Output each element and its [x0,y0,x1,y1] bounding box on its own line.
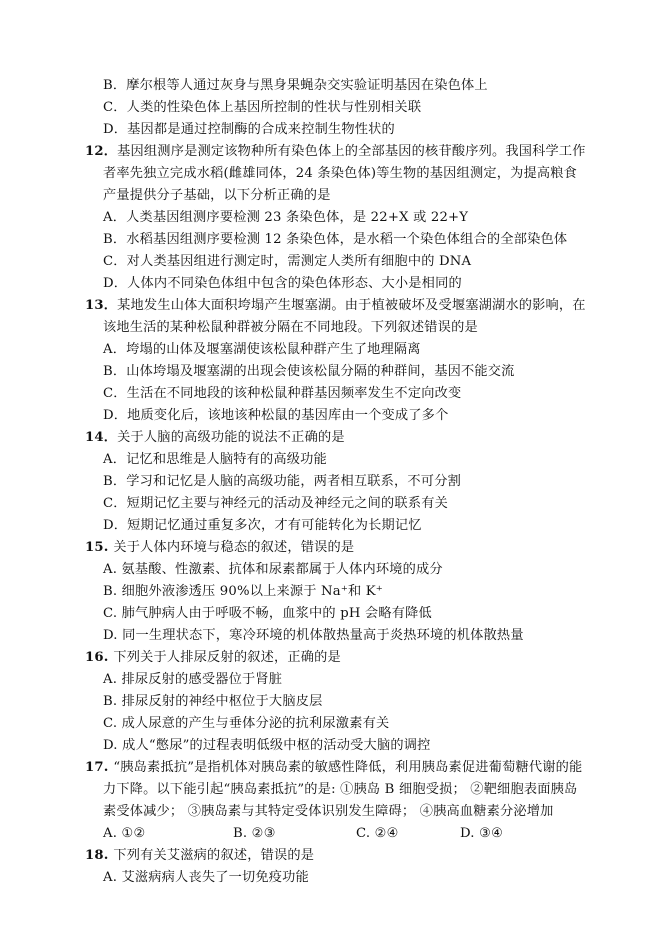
q16-number: 16. [85,650,114,665]
q15-option-a: A. 氨基酸、性激素、抗体和尿素都属于人体内环境的成分 [103,562,443,577]
q17-option-b: B. ②③ [233,826,276,841]
q13-option-c: C．生活在不同地段的该种松鼠种群基因频率发生不定向改变 [103,386,462,401]
q11-option-d: D．基因都是通过控制酶的合成来控制生物性状的 [103,122,395,137]
q12-option-a: A．人类基因组测序要检测 23 条染色体，是 22+X 或 22+Y [103,210,469,225]
q13-option-b: B．山体垮塌及堰塞湖的出现会使该松鼠分隔的种群间，基因不能交流 [103,364,515,379]
q13-option-a: A．垮塌的山体及堰塞湖使该松鼠种群产生了地理隔离 [103,342,421,357]
q17-option-a: A. ①② [103,826,146,841]
q12-stem-line-1 [85,142,586,162]
q17-option-d: D. ③④ [460,826,504,841]
q18-number: 18. [85,848,114,863]
q12-number: 12． [85,144,118,159]
q12-option-d: D．人体内不同染色体组中包含的染色体形态、大小是相同的 [103,276,462,291]
q12-option-b: B．水稻基因组测序要检测 12 条染色体，是水稻一个染色体组合的全部染色体 [103,232,568,247]
q14-option-d: D．短期记忆通过重复多次，才有可能转化为长期记忆 [103,518,422,533]
q18-stem-line-1 [85,846,314,866]
q16-option-c: C. 成人尿意的产生与垂体分泌的抗利尿激素有关 [103,716,390,731]
q18-option-a: A. 艾滋病病人丧失了一切免疫功能 [103,870,309,885]
q14-stem-line-1 [85,428,345,448]
q15-option-c: C. 肺气肿病人由于呼吸不畅，血浆中的 pH 会略有降低 [103,606,432,621]
q15-number: 15. [85,540,114,555]
q13-number: 13． [85,298,118,313]
q17-number: 17. [85,760,114,775]
q12-stem-line-2: 者率先独立完成水稻(雌雄同体，24 条染色体)等生物的基因组测定，为提高粮食 [103,166,578,181]
q15-stem-text-1: 关于人体内环境与稳态的叙述，错误的是 [113,540,355,555]
q16-option-a: A. 排尿反射的感受器位于肾脏 [103,672,283,687]
q14-stem-text-1: 关于人脑的高级功能的说法不正确的是 [117,430,345,445]
q16-option-b: B. 排尿反射的神经中枢位于大脑皮层 [103,694,323,709]
q14-number: 14． [85,430,118,445]
q13-option-d: D．地质变化后，该地该种松鼠的基因库由一个变成了多个 [103,408,449,423]
q13-stem-text-1: 某地发生山体大面积垮塌产生堰塞湖。由于植被破坏及受堰塞湖湖水的影响，在 [117,298,586,313]
q17-option-c: C. ②④ [356,826,399,841]
q12-option-c: C．对人类基因组进行测定时，需测定人类所有细胞中的 DNA [103,254,472,269]
q18-stem-text-1: 下列有关艾滋病的叙述，错误的是 [113,848,315,863]
q14-option-b: B．学习和记忆是人脑的高级功能，两者相互联系，不可分割 [103,474,461,489]
q16-stem-text-1: 下列关于人排尿反射的叙述，正确的是 [113,650,341,665]
q13-stem-line-2: 该地生活的某种松鼠种群被分隔在不同地段。下列叙述错误的是 [103,320,478,335]
q17-options-row [103,824,583,844]
q12-stem-text-1: 基因组测序是测定该物种所有染色体上的全部基因的核苷酸序列。我国科学工作 [117,144,586,159]
q11-option-b: B．摩尔根等人通过灰身与黑身果蝇杂交实验证明基因在染色体上 [103,78,488,93]
q14-option-a: A．记忆和思维是人脑特有的高级功能 [103,452,327,467]
q16-stem-line-1 [85,648,341,668]
q11-option-c: C．人类的性染色体上基因所控制的性状与性别相关联 [103,100,422,115]
q17-stem-line-2: 力下降。以下能引起“胰岛素抵抗”的是: ①胰岛 B 细胞受损； ②靶细胞表面胰岛 [103,782,578,797]
q13-stem-line-1 [85,296,586,316]
q17-stem-text-1: “胰岛素抵抗”是指机体对胰岛素的敏感性降低，利用胰岛素促进葡萄糖代谢的能 [113,760,583,775]
q17-stem-line-3: 素受体减少； ③胰岛素与其特定受体识别发生障碍； ④胰高血糖素分泌增加 [103,804,554,819]
q15-option-b: B. 细胞外液渗透压 90%以上来源于 Na⁺和 K⁺ [103,584,383,599]
q17-stem-line-1 [85,758,582,778]
q15-stem-line-1 [85,538,354,558]
q15-option-d: D. 同一生理状态下，寒冷环境的机体散热量高于炎热环境的机体散热量 [103,628,524,643]
q12-stem-line-3: 产量提供分子基础，以下分析正确的是 [103,188,331,203]
q16-option-d: D. 成人“憋尿”的过程表明低级中枢的活动受大脑的调控 [103,738,431,753]
q14-option-c: C．短期记忆主要与神经元的活动及神经元之间的联系有关 [103,496,448,511]
